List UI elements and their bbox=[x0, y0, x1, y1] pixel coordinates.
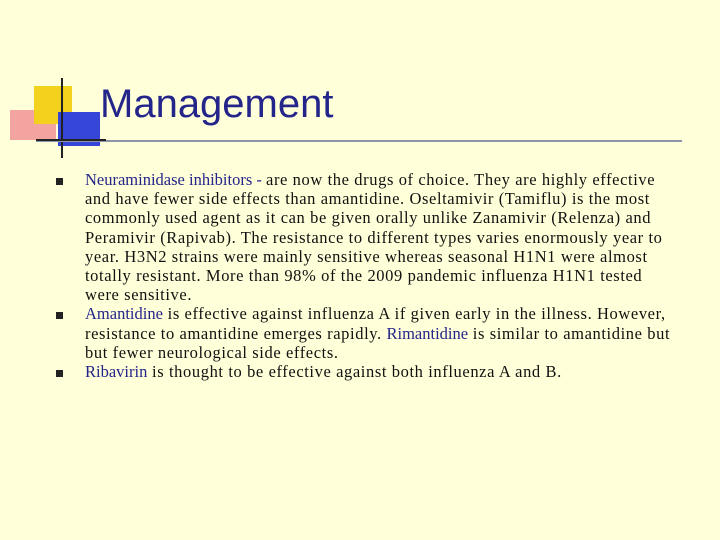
bullet-term: Ribavirin bbox=[85, 362, 148, 382]
bullet-term: Amantidine bbox=[85, 304, 163, 324]
slide-title: Management bbox=[100, 82, 334, 126]
bullet-text: is effective against influenza A if given early in the illness. However, resistance to amantidine emerges rapidly. bbox=[85, 304, 666, 343]
bullet-marker-icon bbox=[56, 312, 63, 319]
title-underline bbox=[36, 140, 682, 142]
decor-vertical-line bbox=[61, 78, 63, 158]
bullet-marker-icon bbox=[56, 178, 63, 185]
bullet-text: are now the drugs of choice. They are highly effective and have fewer side effects than amantidine. Oseltamivir (Tamiflu) is the most commonly used agent as it can be given orally unlike Zanamivir (Relenza) and Peramivir (Rapivab). The resistance to different types varies enormously year to year. H3N2 strains were mainly sensitive whereas seasonal H1N1 were almost totally resistant. More than 98% of the 2009 pandemic influenza H1N1 tested were sensitive. bbox=[85, 170, 663, 305]
bullet-item-ribavirin bbox=[52, 362, 677, 381]
bullet-text-secondary: is similar to amantidine but but fewer neurological side effects. bbox=[85, 323, 671, 362]
bullet-list bbox=[52, 170, 677, 381]
bullet-item-amantidine bbox=[52, 304, 677, 362]
bullet-term: Neuraminidase inhibitors - bbox=[85, 170, 267, 189]
title-underline-accent bbox=[36, 139, 106, 141]
bullet-term-secondary: Rimantidine bbox=[386, 323, 469, 343]
bullet-item-neuraminidase bbox=[52, 170, 677, 304]
bullet-text: is thought to be effective against both influenza A and B. bbox=[147, 362, 562, 382]
bullet-marker-icon bbox=[56, 370, 63, 377]
